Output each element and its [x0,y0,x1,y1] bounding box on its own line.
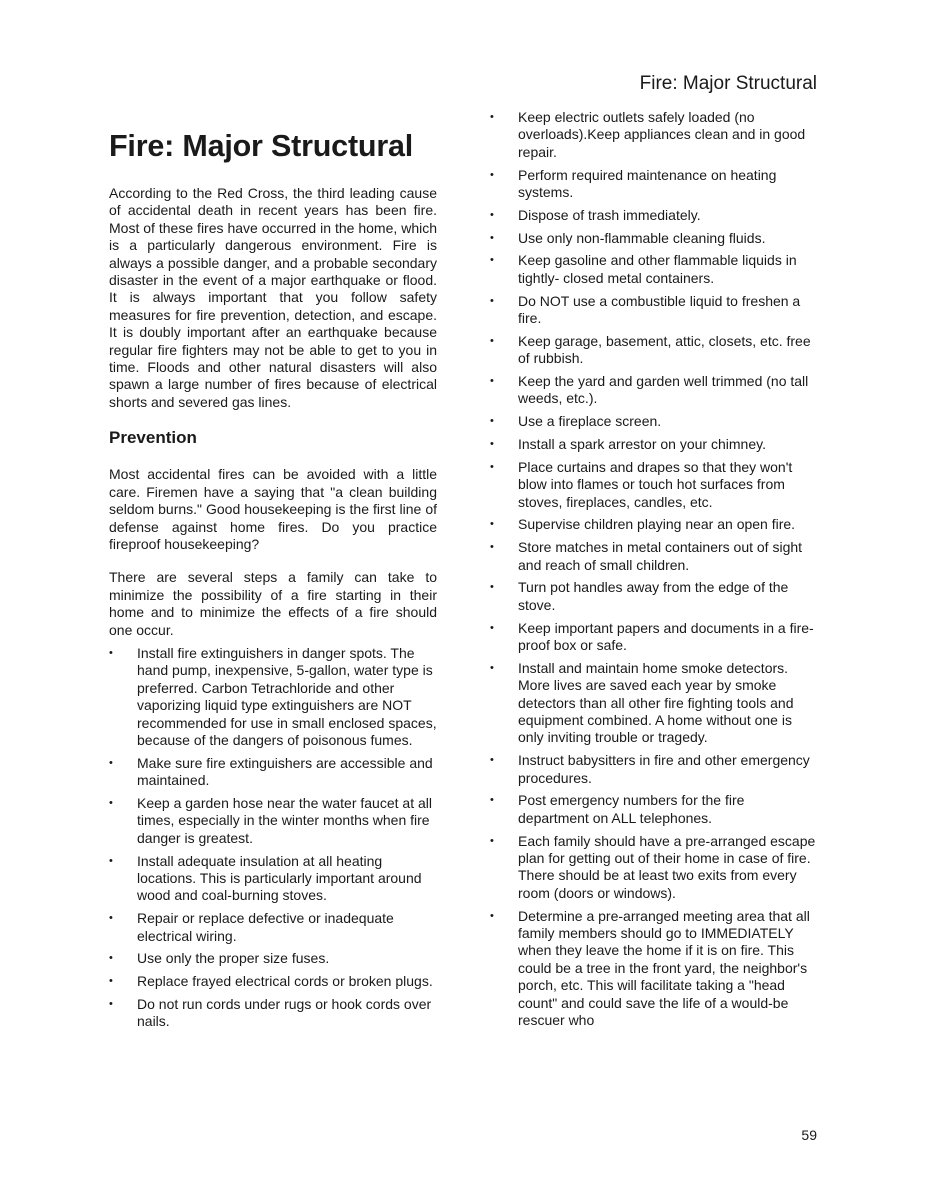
bullet-item [109,853,437,905]
bullet-item [490,207,818,224]
bullet-text: Determine a pre-arranged meeting area that all family members should go to IMMEDIATELY when they leave the home if it is on fire. This could be a tree in the front yard, the neighbor's porch, etc. This will facilitate taking a "head count" and could save the life of a would-be rescuer who [518,907,810,1029]
bullet-icon: • [109,997,113,1010]
bullet-text: Dispose of trash immediately. [518,206,701,223]
bullet-text: Install fire extinguishers in danger spots. The hand pump, inexpensive, 5-gallon, water type is preferred. Carbon Tetrachloride and other vaporizing liquid type extinguishers are NOT recommended for use in small enclosed spaces, because of the dangers of poisonous fumes. [137,644,437,748]
bullet-text: Keep garage, basement, attic, closets, etc. free of rubbish. [518,332,811,367]
bullet-icon: • [490,460,494,473]
bullet-text: Use only non-flammable cleaning fluids. [518,229,766,246]
bullet-text: Store matches in metal containers out of sight and reach of small children. [518,539,803,573]
bullet-icon: • [109,796,113,809]
bullet-text: Make sure fire extinguishers are accessible and maintained. [137,754,433,789]
bullet-item [490,252,818,287]
bullet-text: Perform required maintenance on heating systems. [518,166,777,201]
running-header: Fire: Major Structural [639,73,817,94]
bullet-icon: • [490,438,494,451]
bullet-icon: • [490,661,494,674]
bullet-item [109,795,437,847]
bullet-text: Keep gasoline and other flammable liquids in tightly- closed metal containers. [518,252,797,286]
bullet-text: Replace frayed electrical cords or broken plugs. [137,973,433,990]
bullet-icon: • [490,581,494,594]
bullet-item [490,373,818,408]
right-bullet-list [490,109,818,1030]
bullet-icon: • [490,168,494,181]
bullet-icon: • [490,208,494,221]
bullet-text: Turn pot handles away from the edge of the stove. [518,579,789,613]
bullet-item [109,910,437,945]
bullet-item [490,167,818,202]
bullet-item [490,908,818,1030]
bullet-icon: • [490,334,494,347]
section-heading-prevention: Prevention [109,428,197,448]
bullet-icon: • [490,231,494,244]
bullet-icon: • [490,294,494,307]
bullet-item [490,333,818,368]
bullet-item [490,539,818,574]
bullet-text: Install and maintain home smoke detectors. More lives are saved each year by smoke detectors than all other fire fighting tools and equipment combined. A home without one is only inviting trouble or tragedy. [518,659,794,746]
bullet-icon: • [490,254,494,267]
bullet-text: Instruct babysitters in fire and other emergency procedures. [518,752,810,786]
bullet-item [109,973,437,990]
bullet-item [490,833,818,903]
bullet-text: Install adequate insulation at all heating locations. This is particularly important around wood and coal-burning stoves. [137,852,422,904]
bullet-text: Keep electric outlets safely loaded (no overloads).Keep appliances clean and in good repair. [518,109,806,160]
bullet-icon: • [109,646,113,659]
bullet-text: Do NOT use a combustible liquid to freshen a fire. [518,292,801,327]
prevention-paragraph: Most accidental fires can be avoided with a little care. Firemen have a saying that "a clean building seldom burns." Good housekeeping is the first line of defense against home fires. Do you practice fireproof housekeeping? [109,466,437,552]
bullet-item [490,436,818,453]
bullet-text: Do not run cords under rugs or hook cords over nails. [137,995,432,1030]
bullet-text: Post emergency numbers for the fire department on ALL telephones. [518,792,745,826]
bullet-item [109,645,437,749]
bullet-icon: • [490,754,494,767]
bullet-icon: • [490,375,494,388]
bullet-icon: • [490,518,494,531]
bullet-icon: • [109,912,113,925]
bullet-icon: • [490,111,494,123]
bullet-text: Keep important papers and documents in a fire-proof box or safe. [518,619,814,654]
page-title: Fire: Major Structural [109,129,414,163]
bullet-text: Install a spark arrestor on your chimney. [518,436,766,453]
left-column [109,126,437,1036]
bullet-item [490,413,818,430]
bullet-icon: • [109,952,113,965]
bullet-item [490,660,818,747]
bullet-icon: • [109,975,113,988]
bullet-item [490,230,818,247]
bullet-icon: • [490,621,494,634]
bullet-text: Each family should have a pre-arranged escape plan for getting out of their home in case of fire. There should be at least two exits from every room (doors or windows). [518,832,816,901]
bullet-text: Repair or replace defective or inadequate electrical wiring. [137,910,394,944]
bullet-text: Place curtains and drapes so that they won't blow into flames or touch hot surfaces from stoves, fireplaces, candles, etc. [518,458,793,510]
bullet-text: Supervise children playing near an open fire. [518,516,796,533]
bullet-item [490,579,818,614]
bullet-item [490,792,818,827]
bullet-item [490,516,818,533]
right-column [490,109,818,1035]
bullet-icon: • [109,756,113,769]
bullet-icon: • [490,415,494,428]
intro-paragraph: According to the Red Cross, the third leading cause of accidental death in recent years has been fire. Most of these fires have occurred in the home, which is a particularly dangerous environment. Fire is always a possible danger, and a probable secondary disaster in the event of a major earthquake or flood. It is always important that you follow safety measures for fire prevention, detection, and escape. It is doubly important after an earthquake because regular fire fighters may not be able to get to you in time. Floods and other natural disasters will also spawn a large number of fires because of electrical shorts and severed gas lines. [109,185,437,410]
bullet-item [490,620,818,655]
page-number: 59 [801,1127,817,1143]
bullet-item [490,109,818,161]
bullet-icon: • [490,794,494,807]
bullet-icon: • [109,854,113,867]
bullet-item [490,293,818,328]
left-bullet-list [109,645,437,1031]
bullet-icon: • [490,834,494,847]
bullet-icon: • [490,541,494,554]
prevention-paragraph: There are several steps a family can take to minimize the possibility of a fire starting in their home and to minimize the effects of a fire should one occur. [109,569,437,638]
bullet-item [109,950,437,967]
bullet-item [490,459,818,511]
bullet-text: Keep the yard and garden well trimmed (no tall weeds, etc.). [518,373,809,407]
bullet-text: Use only the proper size fuses. [137,950,330,967]
bullet-item [109,755,437,790]
bullet-item [490,752,818,787]
bullet-text: Use a fireplace screen. [518,413,662,430]
bullet-icon: • [490,909,494,922]
bullet-text: Keep a garden hose near the water faucet at all times, especially in the winter months when fire danger is greatest. [137,794,432,846]
bullet-item [109,996,437,1031]
